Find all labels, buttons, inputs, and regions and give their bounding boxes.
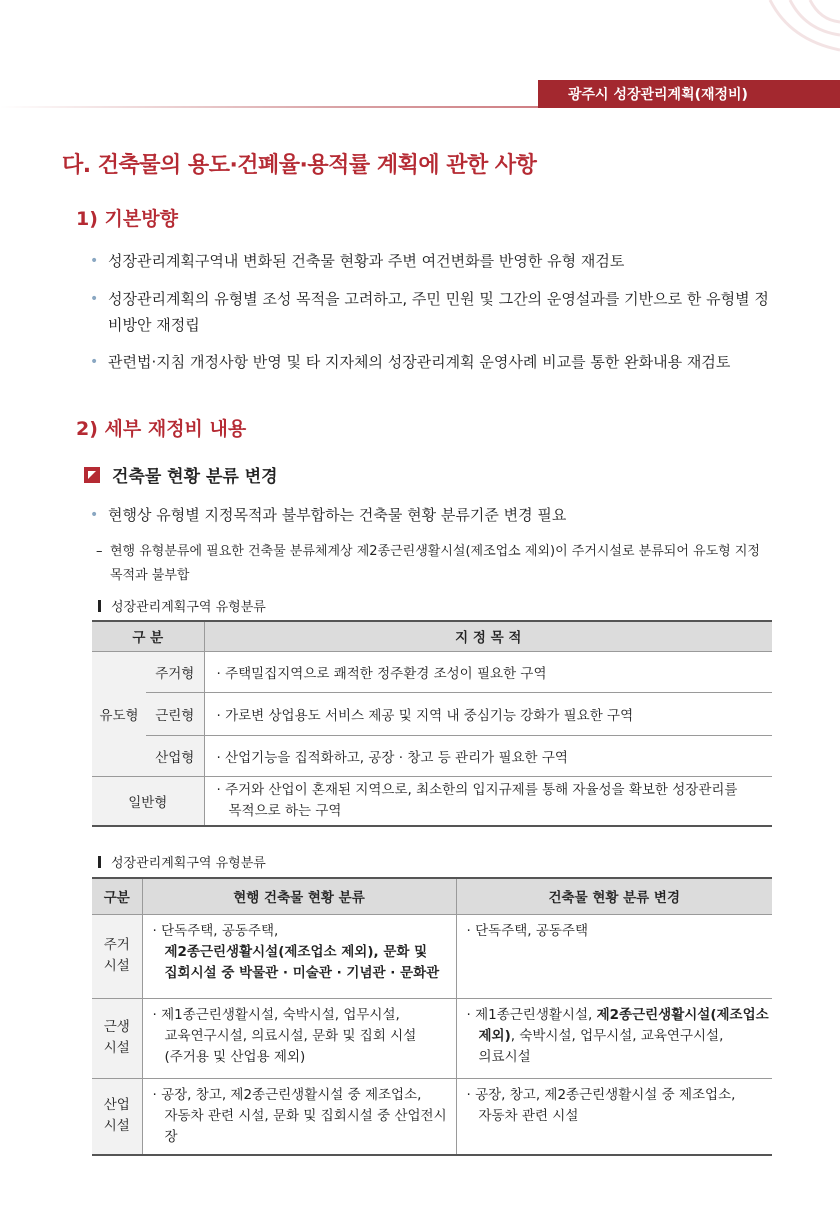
table-row-purpose: · 주택밀집지역으로 쾌적한 정주환경 조성이 필요한 구역 [204, 651, 772, 692]
table2-row-label: 근생 시설 [92, 998, 142, 1078]
bullet-dot-icon: • [90, 354, 99, 370]
basic-bullet-3: • 관련법·지침 개정사항 반영 및 타 지자체의 성장관리계획 운영사례 비교를 통한 완화내용 재검토 [90, 349, 780, 375]
type-classification-table [92, 620, 772, 827]
table2-header-category: 구분 [92, 878, 142, 914]
table2-row-changed: · 제1종근린생활시설, 제2종근린생활시설(제조업소 제외), 숙박시설, 업무시설, 교육연구시설, 의료시설 [456, 998, 772, 1078]
bullet-dot-icon: • [90, 507, 99, 523]
table-row-type: 근린형 [146, 692, 204, 735]
table1-header-category: 구 분 [92, 621, 204, 651]
table2-caption: 성장관리계획구역 유형분류 [98, 852, 266, 871]
table2-header-changed: 건축물 현황 분류 변경 [456, 878, 772, 914]
table2-row-current: · 공장, 창고, 제2종근린생활시설 중 제조업소, 자동차 관련 시설, 문화 및 집회시설 중 산업전시장 [142, 1078, 456, 1155]
table-row-type: 주거형 [146, 651, 204, 692]
table2-row-changed: · 단독주택, 공동주택 [456, 914, 772, 998]
caption-bar-icon [98, 856, 101, 868]
section-title: 다. 건축물의 용도·건폐율·용적률 계획에 관한 사항 [62, 153, 537, 178]
table-row-purpose: · 산업기능을 집적화하고, 공장 · 창고 등 관리가 필요한 구역 [204, 735, 772, 776]
detail-heading: 건축물 현황 분류 변경 [84, 462, 278, 487]
bullet-dot-icon: • [90, 253, 99, 269]
basic-bullet-2: • 성장관리계획의 유형별 조성 목적을 고려하고, 주민 민원 및 그간의 운영설과를 기반으로 한 유형별 정비방안 재정립 [90, 286, 780, 338]
table1-header-purpose: 지 정 목 적 [204, 621, 772, 651]
corner-ornament-icon [750, 0, 840, 80]
table1-general-purpose: · 주거와 산업이 혼재된 지역으로, 최소한의 입지규제를 통해 자율성을 확보한 성장관리를 목적으로 하는 구역 [204, 776, 772, 826]
building-classification-table [92, 877, 772, 1156]
detail-dash-note: – 현행 유형분류에 필요한 건축물 분류체계상 제2종근린생활시설(제조업소 제외)이 주거시설로 분류되어 유도형 지정 목적과 불부합 [96, 544, 760, 583]
table2-row-label: 주거 시설 [92, 914, 142, 998]
table-row-type: 산업형 [146, 735, 204, 776]
basic-bullet-1: • 성장관리계획구역내 변화된 건축물 현황과 주변 여건변화를 반영한 유형 재검토 [90, 248, 780, 274]
detail-title: 2) 세부 재정비 내용 [76, 418, 247, 440]
basic-direction-title: 1) 기본방향 [76, 208, 178, 230]
table1-general-type: 일반형 [92, 776, 204, 826]
table2-row-changed: · 공장, 창고, 제2종근린생활시설 중 제조업소, 자동차 관련 시설 [456, 1078, 772, 1155]
table2-row-current: · 제1종근린생활시설, 숙박시설, 업무시설, 교육연구시설, 의료시설, 문화 및 집회 시설 (주거용 및 산업용 제외) [142, 998, 456, 1078]
table-row-purpose: · 가로변 상업용도 서비스 제공 및 지역 내 중심기능 강화가 필요한 구역 [204, 692, 772, 735]
table2-header-current: 현행 건축물 현황 분류 [142, 878, 456, 914]
table2-row-label: 산업 시설 [92, 1078, 142, 1155]
square-marker-icon [84, 467, 100, 483]
table2-row-current: · 단독주택, 공동주택, 제2종근린생활시설(제조업소 제외), 문화 및 집회시설 중 박물관 · 미술관 · 기념관 · 문화관 [142, 914, 456, 998]
caption-bar-icon [98, 600, 101, 612]
table1-group: 유도형 [92, 651, 146, 776]
header-title: 광주시 성장관리계획(재정비) [538, 80, 840, 108]
bullet-dot-icon: • [90, 291, 99, 307]
detail-bullet: • 현행상 유형별 지정목적과 불부합하는 건축물 현황 분류기준 변경 필요 [90, 502, 780, 528]
table1-caption: 성장관리계획구역 유형분류 [98, 596, 266, 615]
